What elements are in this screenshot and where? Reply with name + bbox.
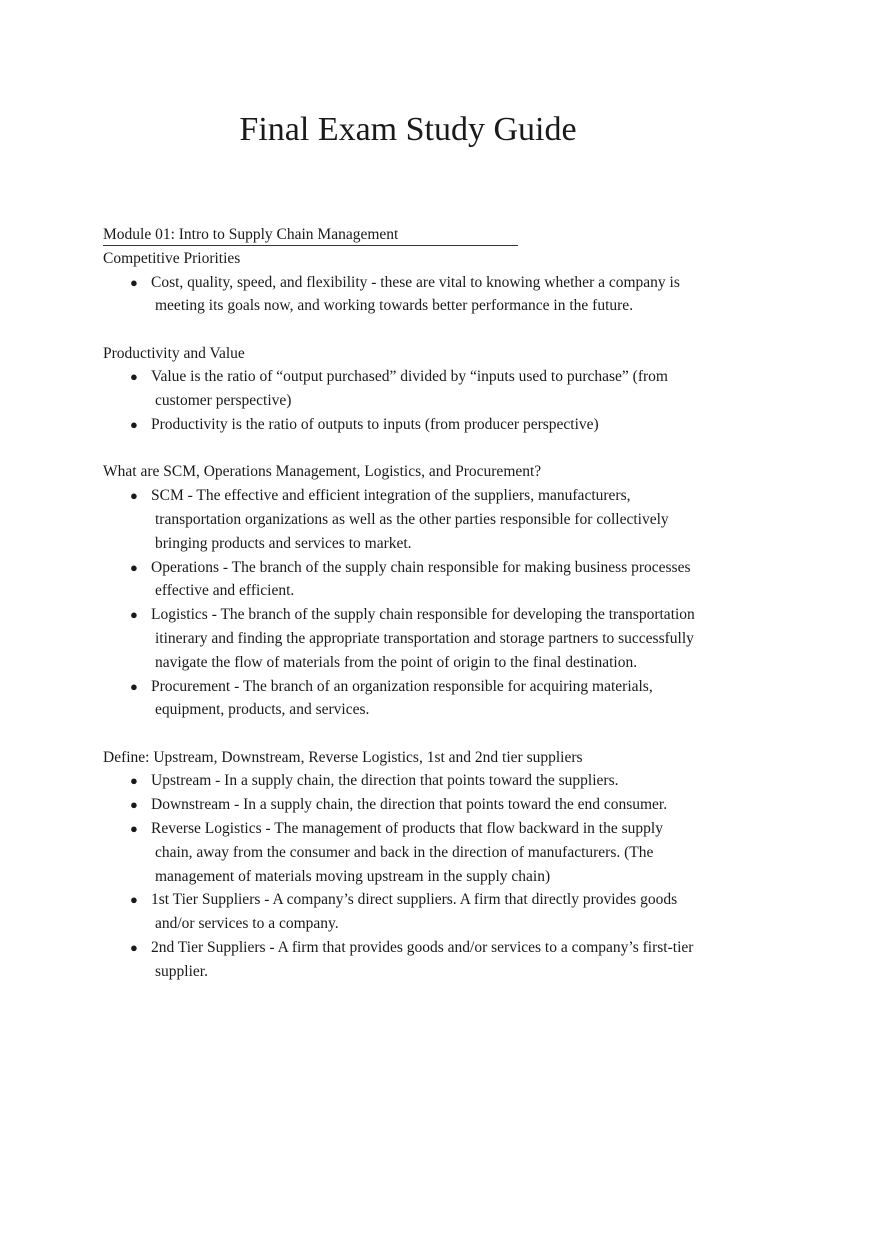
bullet-list: [103, 365, 703, 436]
bullet-icon: ●: [130, 797, 138, 813]
section: [103, 342, 703, 437]
bullet-icon: ●: [130, 488, 138, 504]
list-item: [103, 817, 703, 888]
section-title: Competitive Priorities: [103, 249, 241, 267]
list-item-text: Downstream - In a supply chain, the direction that points toward the end consumer.: [151, 796, 668, 814]
list-item: [103, 675, 703, 723]
section-title: Productivity and Value: [103, 344, 245, 362]
bullet-icon: ●: [130, 892, 138, 908]
list-item-text: Procurement - The branch of an organization responsible for acquiring materials, equipment, products, and services.: [151, 677, 653, 719]
bullet-list: [103, 769, 703, 983]
section-title: Define: Upstream, Downstream, Reverse Logistics, 1st and 2nd tier suppliers: [103, 748, 583, 766]
bullet-icon: ●: [130, 274, 138, 290]
page-title: Final Exam Study Guide: [239, 111, 577, 148]
list-item: [103, 603, 703, 674]
list-item-text: Upstream - In a supply chain, the direction that points toward the suppliers.: [151, 772, 619, 790]
section: [103, 746, 703, 984]
section-title: What are SCM, Operations Management, Logistics, and Procurement?: [103, 463, 542, 481]
module-heading: Module 01: Intro to Supply Chain Management: [103, 225, 518, 246]
bullet-icon: ●: [130, 821, 138, 837]
section: [103, 247, 703, 318]
bullet-icon: ●: [130, 559, 138, 575]
section: [103, 460, 703, 722]
list-item: [103, 365, 703, 413]
list-item-text: SCM - The effective and efficient integration of the suppliers, manufacturers, transportation organizations as well as the other parties responsible for collectively bringing products and services to market.: [151, 487, 669, 552]
bullet-icon: ●: [130, 678, 138, 694]
document-body: [103, 223, 703, 1007]
bullet-icon: ●: [130, 369, 138, 385]
list-item: [103, 769, 703, 793]
list-item-text: 1st Tier Suppliers - A company’s direct suppliers. A firm that directly provides goods and/or services to a company.: [151, 891, 678, 933]
bullet-icon: ●: [130, 773, 138, 789]
sections-container: [103, 247, 703, 984]
list-item: [103, 271, 703, 319]
list-item-text: Cost, quality, speed, and flexibility - these are vital to knowing whether a company is meeting its goals now, and working towards better performance in the future.: [151, 273, 680, 315]
list-item-text: Value is the ratio of “output purchased” divided by “inputs used to purchase” (from customer perspective): [151, 368, 668, 410]
list-item: [103, 793, 703, 817]
bullet-icon: ●: [130, 607, 138, 623]
list-item: [103, 413, 703, 437]
list-item: [103, 888, 703, 936]
list-item-text: Reverse Logistics - The management of products that flow backward in the supply chain, away from the consumer and back in the direction of manufacturers. (The management of materials moving upstream in the supply chain): [151, 820, 663, 885]
list-item-text: Operations - The branch of the supply chain responsible for making business processes effective and efficient.: [151, 558, 691, 600]
bullet-list: [103, 484, 703, 722]
bullet-icon: ●: [130, 940, 138, 956]
list-item-text: Productivity is the ratio of outputs to inputs (from producer perspective): [151, 416, 599, 434]
list-item-text: 2nd Tier Suppliers - A firm that provides goods and/or services to a company’s first-tier supplier.: [151, 939, 694, 980]
bullet-icon: ●: [130, 417, 138, 433]
list-item-text: Logistics - The branch of the supply chain responsible for developing the transportation itinerary and finding the appropriate transportation and storage partners to successfully navigate the flow of materials from the point of origin to the final destination.: [151, 606, 695, 671]
bullet-list: [103, 271, 703, 319]
list-item: [103, 484, 703, 555]
list-item: [103, 556, 703, 604]
list-item: [103, 936, 703, 984]
